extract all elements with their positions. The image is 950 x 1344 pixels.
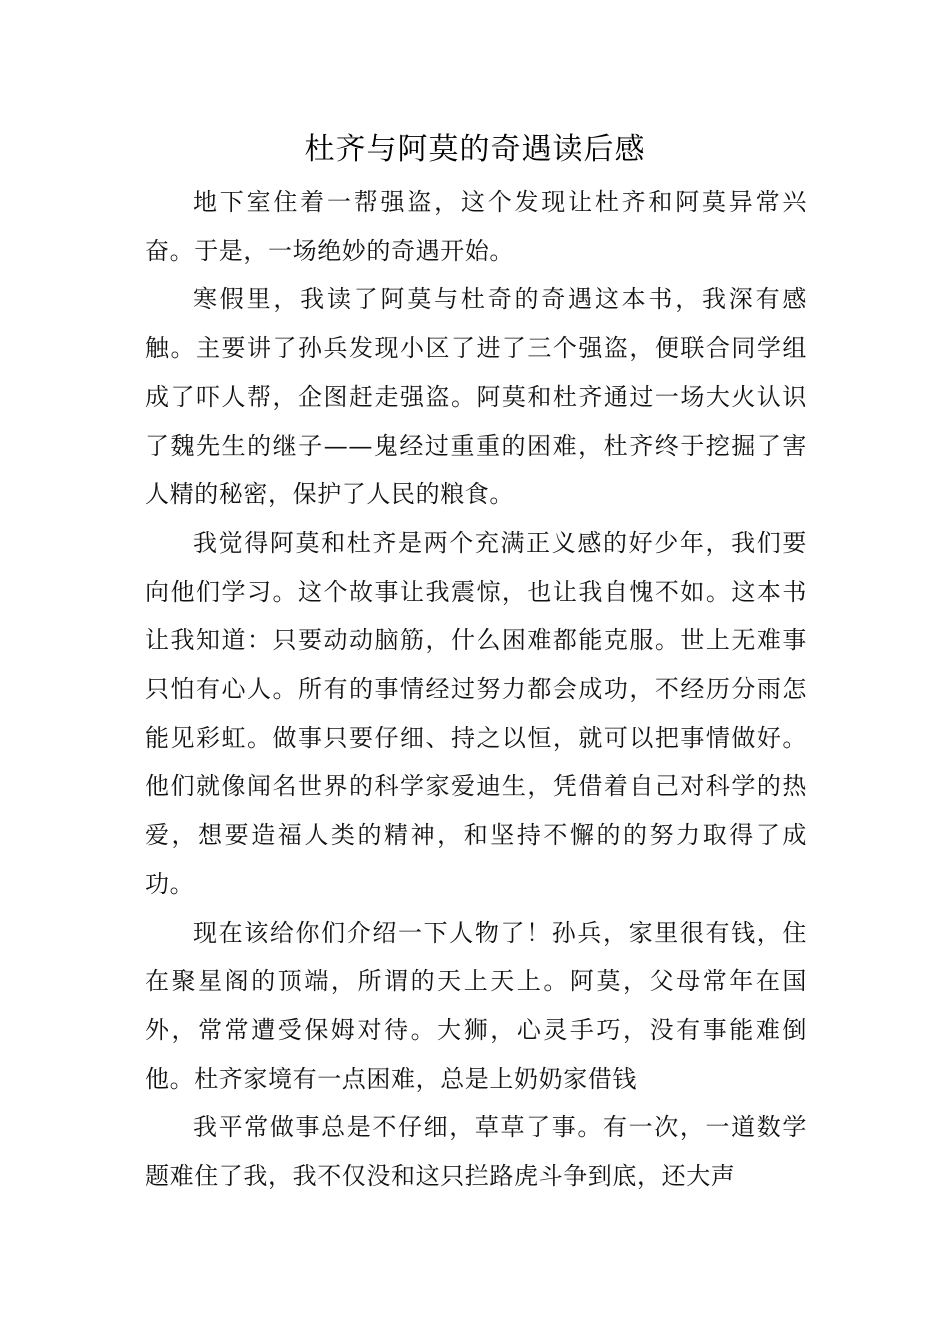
paragraph-4: 现在该给你们介绍一下人物了！孙兵，家里很有钱，住在聚星阁的顶端，所谓的天上天上。阿莫，父母常年在国外，常常遭受保姆对待。大狮，心灵手巧，没有事能难倒他。杜齐家境有一点困难，总是上奶奶家借钱 <box>145 918 807 1093</box>
document-body <box>145 178 807 1201</box>
paragraph-3: 我觉得阿莫和杜齐是两个充满正义感的好少年，我们要向他们学习。这个故事让我震惊，也让我自愧不如。这本书让我知道：只要动动脑筋，什么困难都能克服。世上无难事只怕有心人。所有的事情经过努力都会成功，不经历分雨怎能见彩虹。做事只要仔细、持之以恒，就可以把事情做好。他们就像闻名世界的科学家爱迪生，凭借着自己对科学的热爱，想要造福人类的精神，和坚持不懈的的努力取得了成功。 <box>145 528 807 898</box>
paragraph-1: 地下室住着一帮强盗，这个发现让杜齐和阿莫异常兴奋。于是，一场绝妙的奇遇开始。 <box>145 188 807 265</box>
paragraph-2: 寒假里，我读了阿莫与杜奇的奇遇这本书，我深有感触。主要讲了孙兵发现小区了进了三个强盗，便联合同学组成了吓人帮，企图赶走强盗。阿莫和杜齐通过一场大火认识了魏先生的继子——鬼经过重重的困难，杜齐终于挖掘了害人精的秘密，保护了人民的粮食。 <box>145 285 807 509</box>
paragraph-5: 我平常做事总是不仔细，草草了事。有一次，一道数学题难住了我，我不仅没和这只拦路虎斗争到底，还大声 <box>145 1113 807 1191</box>
document-title: 杜齐与阿莫的奇遇读后感 <box>304 132 646 167</box>
